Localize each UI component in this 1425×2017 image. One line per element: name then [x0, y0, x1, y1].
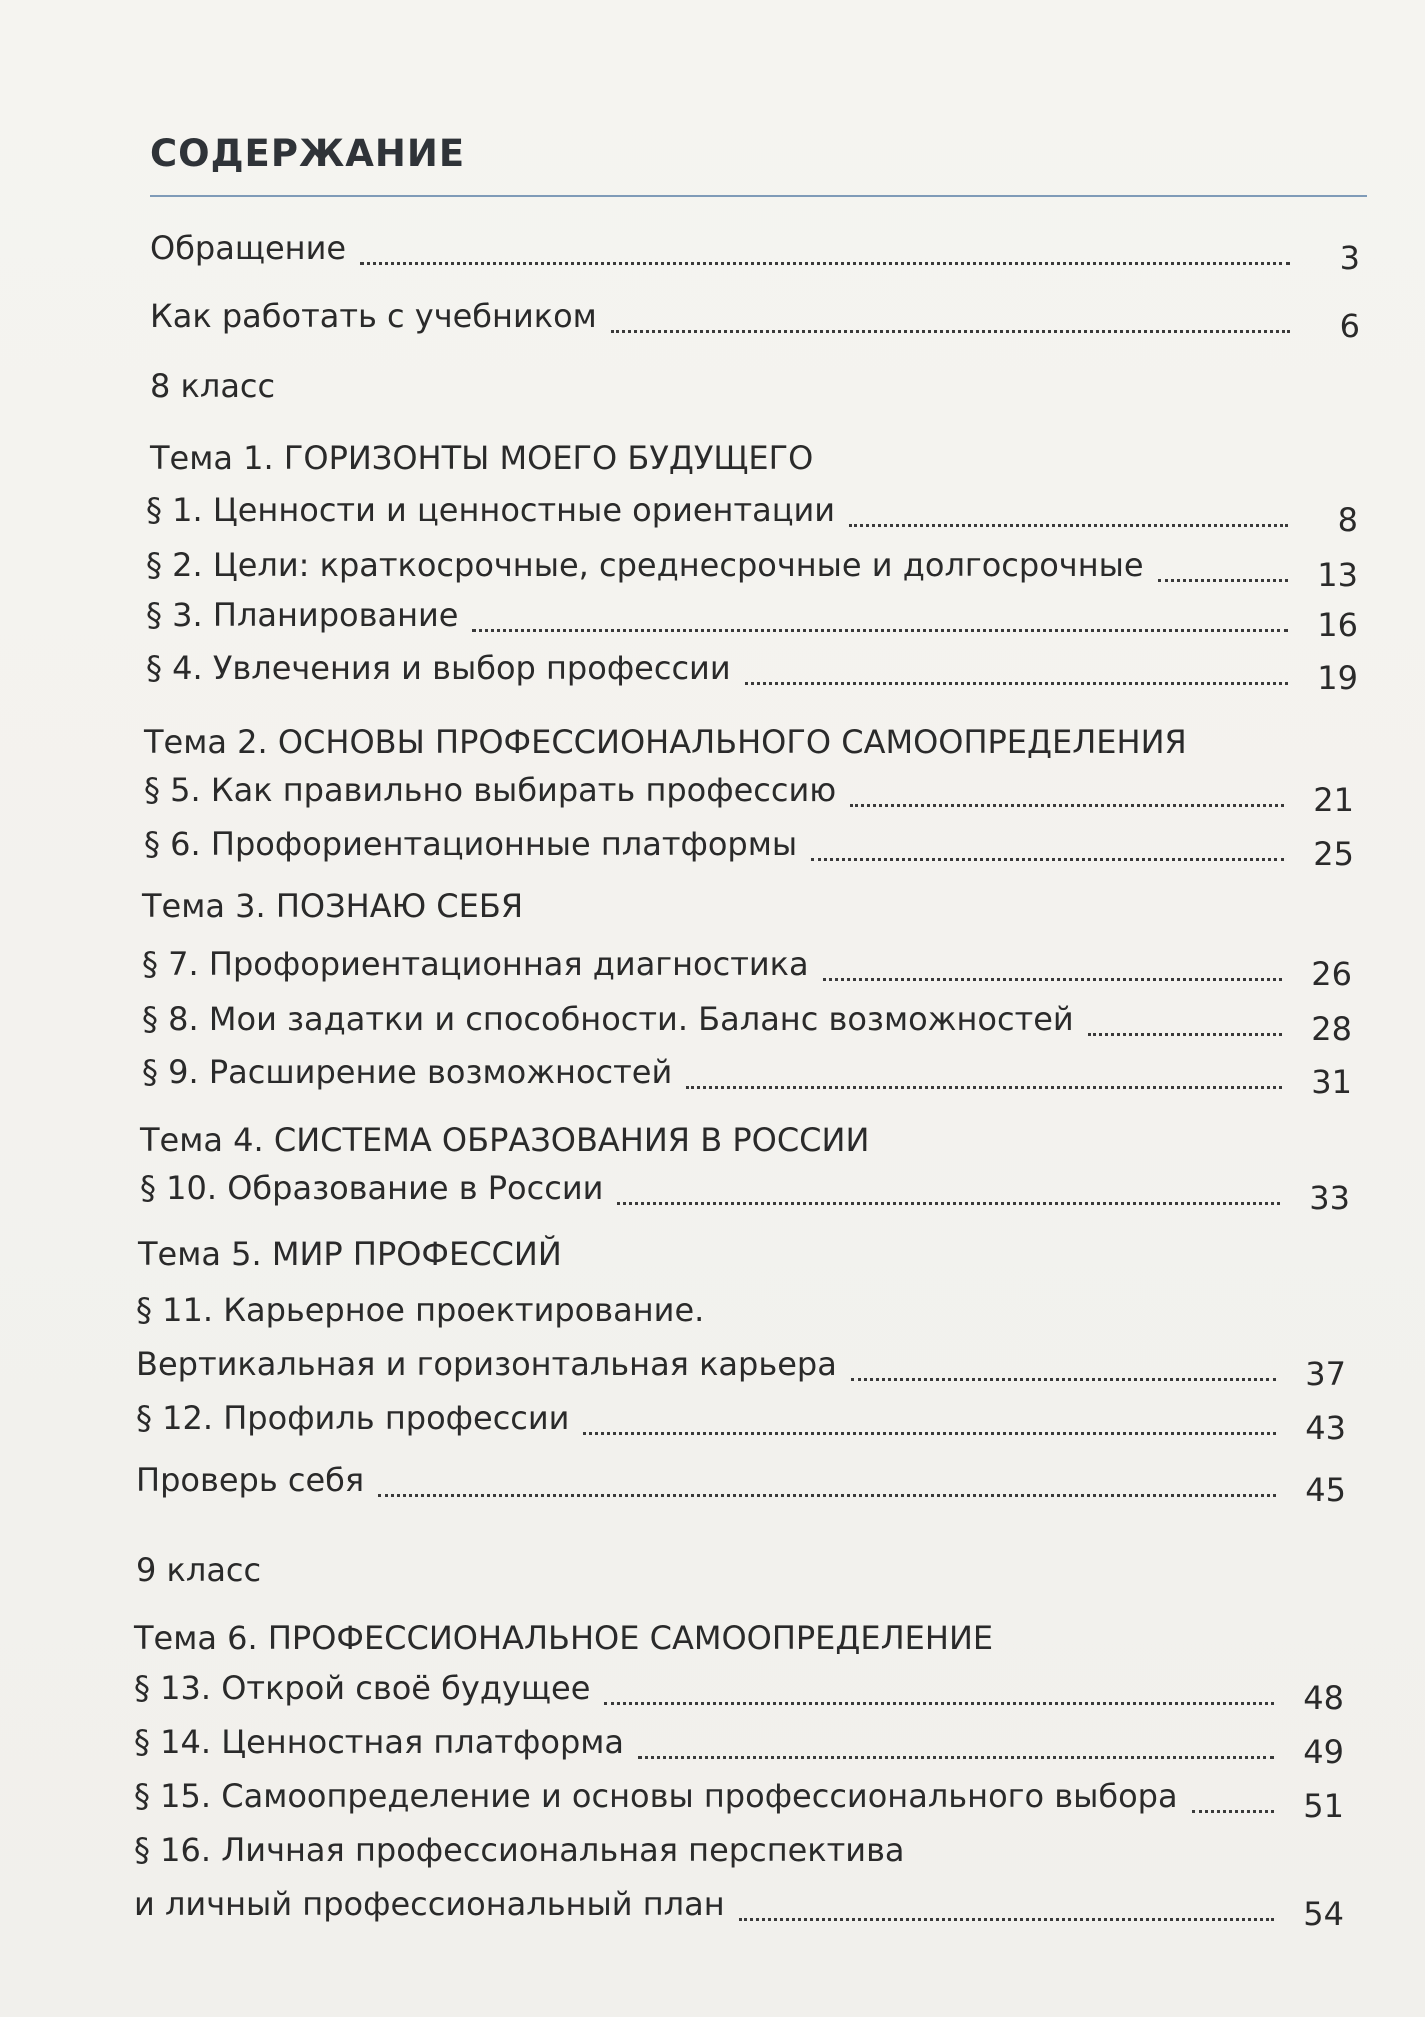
toc-entry[interactable]: [146, 490, 1358, 539]
toc-entry-label: § 4. Увлечения и выбор профессии: [146, 649, 731, 687]
theme-heading: Тема 1. ГОРИЗОНТЫ МОЕГО БУДУЩЕГО: [150, 439, 814, 477]
toc-entry-label: Как работать с учебником: [150, 297, 597, 335]
toc-entry-page: 21: [1313, 781, 1354, 819]
title-divider: [150, 195, 1367, 197]
leader-dots: [851, 1378, 1276, 1381]
toc-entry-label: § 8. Мои задатки и способности. Баланс возможностей: [142, 1000, 1074, 1038]
leader-dots: [823, 978, 1282, 981]
toc-entry-label: и личный профессиональный план: [134, 1885, 725, 1923]
leader-dots: [849, 524, 1288, 527]
toc-entry-page: 49: [1303, 1733, 1344, 1771]
leader-dots: [583, 1432, 1276, 1435]
leader-dots: [686, 1086, 1282, 1089]
leader-dots: [638, 1756, 1274, 1759]
toc-entry[interactable]: [140, 1168, 1350, 1217]
toc-entry-label: § 10. Образование в России: [140, 1169, 604, 1207]
toc-entry[interactable]: [144, 824, 1354, 873]
theme-heading: Тема 2. ОСНОВЫ ПРОФЕССИОНАЛЬНОГО САМООПРЕДЕЛЕНИЯ: [144, 723, 1187, 761]
toc-entry-label: Вертикальная и горизонтальная карьера: [136, 1345, 837, 1383]
theme-heading: Тема 4. СИСТЕМА ОБРАЗОВАНИЯ В РОССИИ: [140, 1121, 870, 1159]
toc-entry-label: § 7. Профориентационная диагностика: [142, 945, 809, 983]
leader-dots: [850, 804, 1284, 807]
toc-entry[interactable]: [134, 1884, 1344, 1933]
theme-heading: Тема 5. МИР ПРОФЕССИЙ: [138, 1235, 562, 1273]
grade-label: 9 класс: [136, 1551, 262, 1589]
toc-entry[interactable]: [134, 1776, 1344, 1825]
toc-entry[interactable]: [146, 595, 1358, 644]
toc-entry-page: 28: [1311, 1010, 1352, 1048]
leader-dots: [604, 1702, 1274, 1705]
toc-entry-label: § 9. Расширение возможностей: [142, 1053, 673, 1091]
leader-dots: [811, 858, 1284, 861]
toc-entry-page: 3: [1339, 239, 1360, 277]
toc-entry-label: § 12. Профиль профессии: [136, 1399, 570, 1437]
toc-entry-page: 16: [1317, 606, 1358, 644]
toc-entry[interactable]: [142, 999, 1352, 1048]
toc-entry-page: 48: [1303, 1679, 1344, 1717]
toc-entry-page: 54: [1303, 1895, 1344, 1933]
toc-entry[interactable]: [134, 1668, 1344, 1717]
theme-heading: Тема 6. ПРОФЕССИОНАЛЬНОЕ САМООПРЕДЕЛЕНИЕ: [134, 1619, 994, 1657]
toc-entry-page: 45: [1305, 1471, 1346, 1509]
grade-label: 8 класс: [150, 367, 276, 405]
toc-entry-page: 37: [1305, 1355, 1346, 1393]
toc-entry[interactable]: [134, 1722, 1344, 1771]
toc-entry-label: § 3. Планирование: [146, 596, 459, 634]
toc-entry-page: 51: [1303, 1787, 1344, 1825]
leader-dots: [617, 1202, 1280, 1205]
leader-dots: [1158, 579, 1288, 582]
toc-entry-label: § 2. Цели: краткосрочные, среднесрочные и долгосрочные: [146, 546, 1144, 584]
toc-entry-label: § 14. Ценностная платформа: [134, 1723, 624, 1761]
toc-entry-page: 43: [1305, 1409, 1346, 1447]
leader-dots: [745, 682, 1288, 685]
leader-dots: [1192, 1810, 1274, 1813]
toc-entry-page: 26: [1311, 955, 1352, 993]
toc-entry-page: 25: [1313, 835, 1354, 873]
leader-dots: [472, 629, 1288, 632]
toc-entry[interactable]: [136, 1460, 1346, 1509]
leader-dots: [360, 262, 1290, 265]
leader-dots: [378, 1494, 1276, 1497]
toc-entry-label[interactable]: § 11. Карьерное проектирование.: [136, 1291, 705, 1329]
toc-entry-page: 13: [1317, 556, 1358, 594]
toc-entry-page: 6: [1339, 307, 1360, 345]
toc-entry-label: § 13. Открой своё будущее: [134, 1669, 591, 1707]
toc-entry[interactable]: [150, 228, 1360, 277]
toc-entry-label: § 15. Самоопределение и основы профессионального выбора: [134, 1777, 1178, 1815]
leader-dots: [739, 1918, 1274, 1921]
toc-entry[interactable]: [142, 1052, 1352, 1101]
toc-entry[interactable]: [146, 648, 1358, 697]
toc-entry[interactable]: [136, 1344, 1346, 1393]
toc-entry[interactable]: [146, 545, 1358, 594]
toc-entry[interactable]: [142, 944, 1352, 993]
toc-entry-label: Обращение: [150, 229, 347, 267]
theme-heading: Тема 3. ПОЗНАЮ СЕБЯ: [142, 887, 524, 925]
page-title: СОДЕРЖАНИЕ: [150, 132, 466, 175]
toc-entry-label: § 5. Как правильно выбирать профессию: [144, 771, 837, 809]
toc-entry-page: 19: [1317, 659, 1358, 697]
toc-entry-page: 33: [1309, 1179, 1350, 1217]
leader-dots: [1088, 1033, 1282, 1036]
toc-entry[interactable]: [136, 1398, 1346, 1447]
toc-entry-label: § 6. Профориентационные платформы: [144, 825, 798, 863]
toc-entry-label[interactable]: § 16. Личная профессиональная перспектива: [134, 1831, 905, 1869]
toc-entry-page: 31: [1311, 1063, 1352, 1101]
toc-entry[interactable]: [144, 770, 1354, 819]
toc-entry-page: 8: [1337, 501, 1358, 539]
leader-dots: [611, 330, 1290, 333]
toc-entry[interactable]: [150, 296, 1360, 345]
toc-entry-label: Проверь себя: [136, 1461, 365, 1499]
toc-entry-label: § 1. Ценности и ценностные ориентации: [146, 491, 836, 529]
